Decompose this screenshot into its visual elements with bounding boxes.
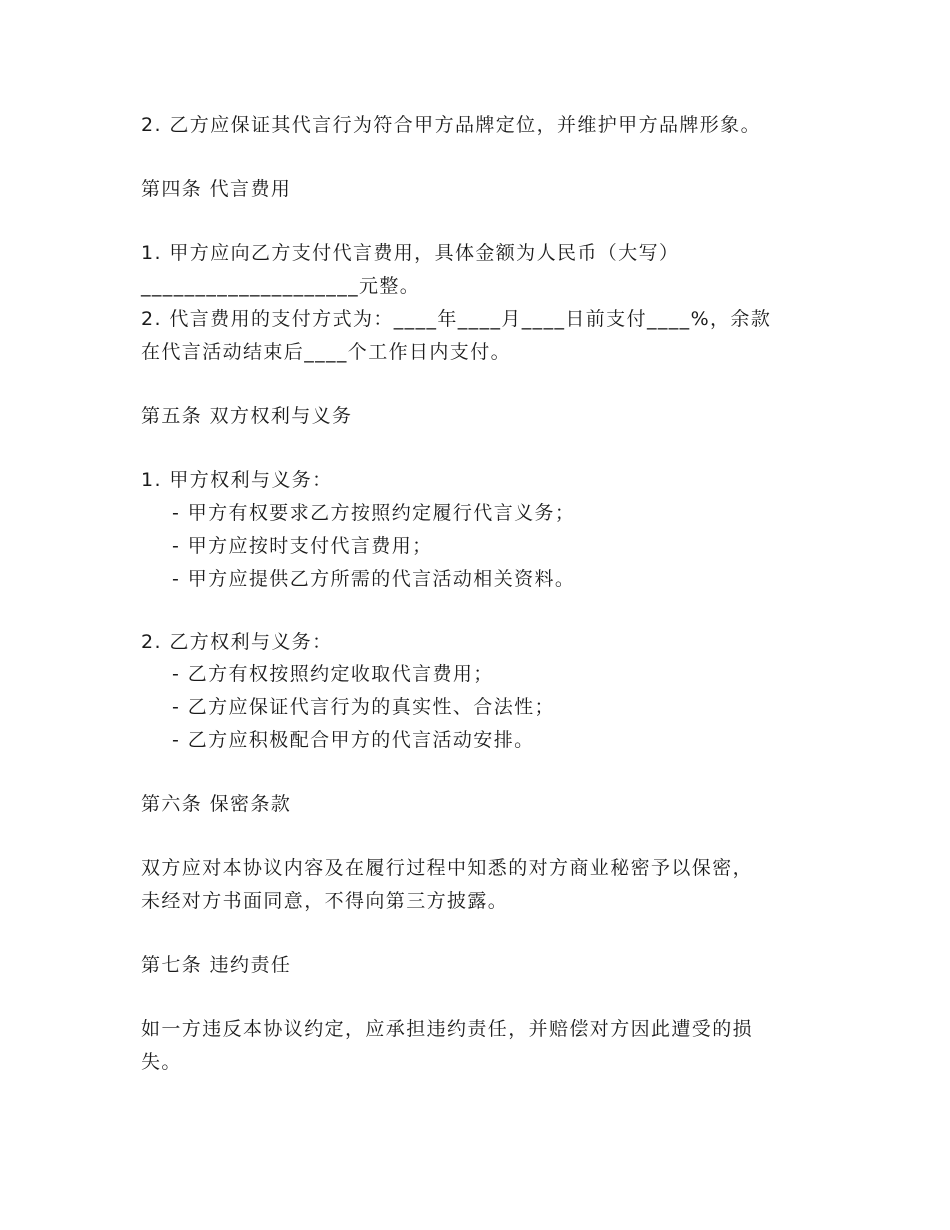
- article-5-item-2-sub-1: - 乙方有权按照约定收取代言费用；: [172, 663, 494, 685]
- article-7-body-line-2: 失。: [141, 1051, 182, 1073]
- article-6-heading: 第六条 保密条款: [141, 793, 292, 815]
- article-5-item-1: 1. 甲方权利与义务：: [141, 469, 333, 491]
- article-5-item-1-sub-1: - 甲方有权要求乙方按照约定履行代言义务；: [172, 502, 576, 524]
- article-6-body-line-2: 未经对方书面同意，不得向第三方披露。: [141, 890, 509, 912]
- article-5-item-1-sub-3: - 甲方应提供乙方所需的代言活动相关资料。: [172, 568, 576, 590]
- article-7-body-line-1: 如一方违反本协议约定，应承担违约责任，并赔偿对方因此遭受的损: [141, 1018, 754, 1040]
- article-5-item-2-sub-3: - 乙方应积极配合甲方的代言活动安排。: [172, 729, 535, 751]
- article-4-item-2-cont: 在代言活动结束后____个工作日内支付。: [141, 341, 512, 363]
- article-4-item-1-blank: ____________________元整。: [141, 275, 421, 297]
- article-6-body-line-1: 双方应对本协议内容及在履行过程中知悉的对方商业秘密予以保密，: [141, 857, 754, 879]
- article-5-item-2: 2. 乙方权利与义务：: [141, 631, 333, 653]
- article-5-heading: 第五条 双方权利与义务: [141, 405, 353, 427]
- article-7-heading: 第七条 违约责任: [141, 954, 292, 976]
- article-4-item-2: 2. 代言费用的支付方式为：____年____月____日前支付____%，余款: [141, 308, 772, 330]
- article-4-item-1: 1. 甲方应向乙方支付代言费用，具体金额为人民币（大写）: [141, 242, 680, 264]
- article-4-heading: 第四条 代言费用: [141, 178, 292, 200]
- article-5-item-2-sub-2: - 乙方应保证代言行为的真实性、合法性；: [172, 696, 555, 718]
- clause-3-item-2: 2. 乙方应保证其代言行为符合甲方品牌定位，并维护甲方品牌形象。: [141, 114, 761, 136]
- article-5-item-1-sub-2: - 甲方应按时支付代言费用；: [172, 535, 433, 557]
